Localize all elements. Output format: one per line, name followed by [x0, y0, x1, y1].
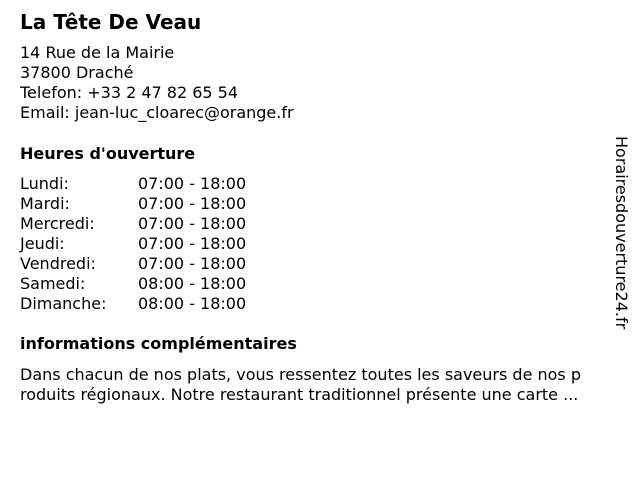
brand-text[interactable]: Horairesdouverture24.fr — [612, 136, 631, 330]
time-range: 07:00 - 18:00 — [138, 174, 247, 193]
day-label: Mardi: — [20, 194, 70, 213]
contact-block — [20, 43, 294, 123]
business-name: La Tête De Veau — [20, 10, 202, 34]
time-range: 07:00 - 18:00 — [138, 234, 247, 253]
hours-row-monday — [20, 174, 246, 194]
phone-number[interactable]: Telefon: +33 2 47 82 65 54 — [20, 83, 239, 102]
day-label: Mercredi: — [20, 214, 95, 233]
day-label: Jeudi: — [20, 234, 65, 253]
hours-row-saturday — [20, 274, 246, 294]
address-street: 14 Rue de la Mairie — [20, 43, 175, 62]
description-line-2: roduits régionaux. Notre restaurant traditionnel présente une carte ... — [20, 385, 579, 404]
opening-hours-heading: Heures d'ouverture — [20, 144, 196, 163]
hours-row-tuesday — [20, 194, 246, 214]
time-range: 07:00 - 18:00 — [138, 254, 247, 273]
description-line-1: Dans chacun de nos plats, vous ressentez toutes les saveurs de nos p — [20, 365, 582, 384]
day-label: Lundi: — [20, 174, 69, 193]
hours-row-wednesday — [20, 214, 246, 234]
day-label: Vendredi: — [20, 254, 96, 273]
day-label: Dimanche: — [20, 294, 107, 313]
additional-info-heading: informations complémentaires — [20, 334, 297, 353]
additional-info-text — [20, 365, 630, 405]
hours-row-sunday — [20, 294, 246, 314]
address-city: 37800 Draché — [20, 63, 134, 82]
time-range: 08:00 - 18:00 — [138, 294, 247, 313]
time-range: 08:00 - 18:00 — [138, 274, 247, 293]
day-label: Samedi: — [20, 274, 86, 293]
opening-hours-table — [20, 174, 246, 314]
hours-row-thursday — [20, 234, 246, 254]
brand-watermark — [612, 136, 632, 346]
time-range: 07:00 - 18:00 — [138, 214, 247, 233]
email-address[interactable]: Email: jean-luc_cloarec@orange.fr — [20, 103, 294, 122]
hours-row-friday — [20, 254, 246, 274]
time-range: 07:00 - 18:00 — [138, 194, 247, 213]
